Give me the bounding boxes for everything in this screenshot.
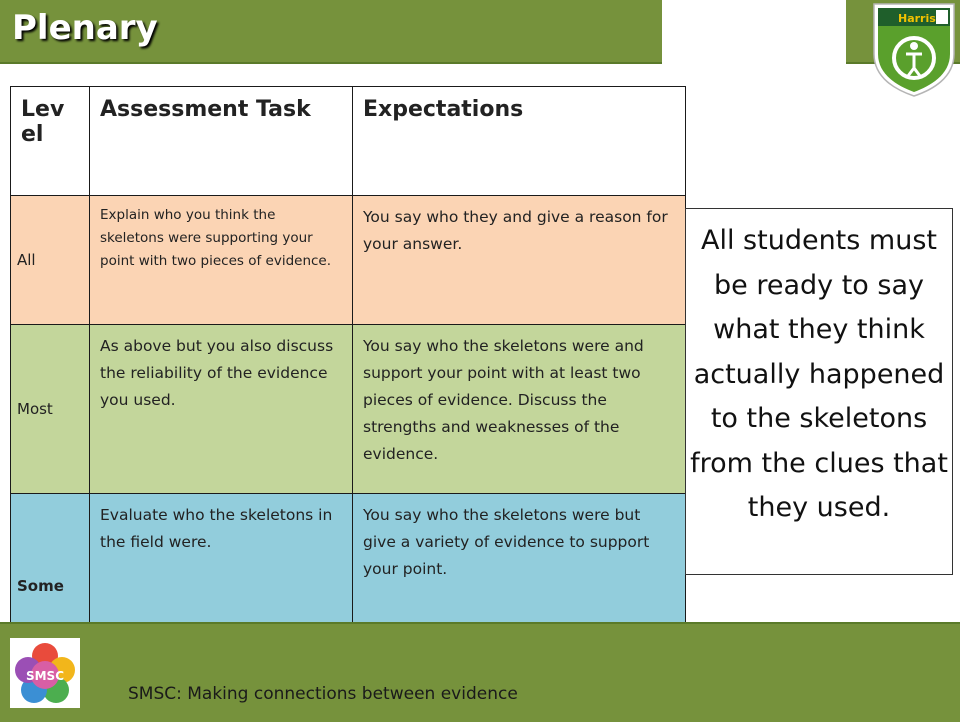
table-row xyxy=(11,325,686,494)
task-cell: Evaluate who the skeletons in the field were. xyxy=(90,494,353,679)
harris-logo-icon xyxy=(872,2,956,98)
expectations-cell: You say who they and give a reason for your answer. xyxy=(353,196,686,325)
smsc-badge xyxy=(10,638,80,708)
expectations-cell: You say who the skeletons were but give a variety of evidence to support your point. xyxy=(353,494,686,679)
header-level: Lev el xyxy=(11,87,90,196)
logo-text: Harris xyxy=(898,12,936,25)
level-cell: Most xyxy=(11,325,90,494)
table-row xyxy=(11,196,686,325)
header-expectations: Expectations xyxy=(353,87,686,196)
assessment-table xyxy=(10,86,686,679)
expectations-cell: You say who the skeletons were and support your point with at least two pieces of evidence. Discuss the strengths and weaknesses of the evidence. xyxy=(353,325,686,494)
table-header-row xyxy=(11,87,686,196)
footer-bar xyxy=(0,622,960,722)
level-cell: All xyxy=(11,196,90,325)
smsc-logo-icon xyxy=(10,638,80,708)
level-cell: Some xyxy=(11,494,90,679)
smsc-badge-text: SMSC xyxy=(25,669,65,683)
callout-box: All students must be ready to say what they think actually happened to the skeletons from the clues that they used. xyxy=(685,208,953,575)
logo-panel xyxy=(662,0,846,190)
task-cell: As above but you also discuss the reliability of the evidence you used. xyxy=(90,325,353,494)
task-cell: Explain who you think the skeletons were supporting your point with two pieces of evidence. xyxy=(90,196,353,325)
page-title: Plenary xyxy=(12,8,158,48)
header-task: Assessment Task xyxy=(90,87,353,196)
footer-text: SMSC: Making connections between evidence xyxy=(128,684,518,704)
